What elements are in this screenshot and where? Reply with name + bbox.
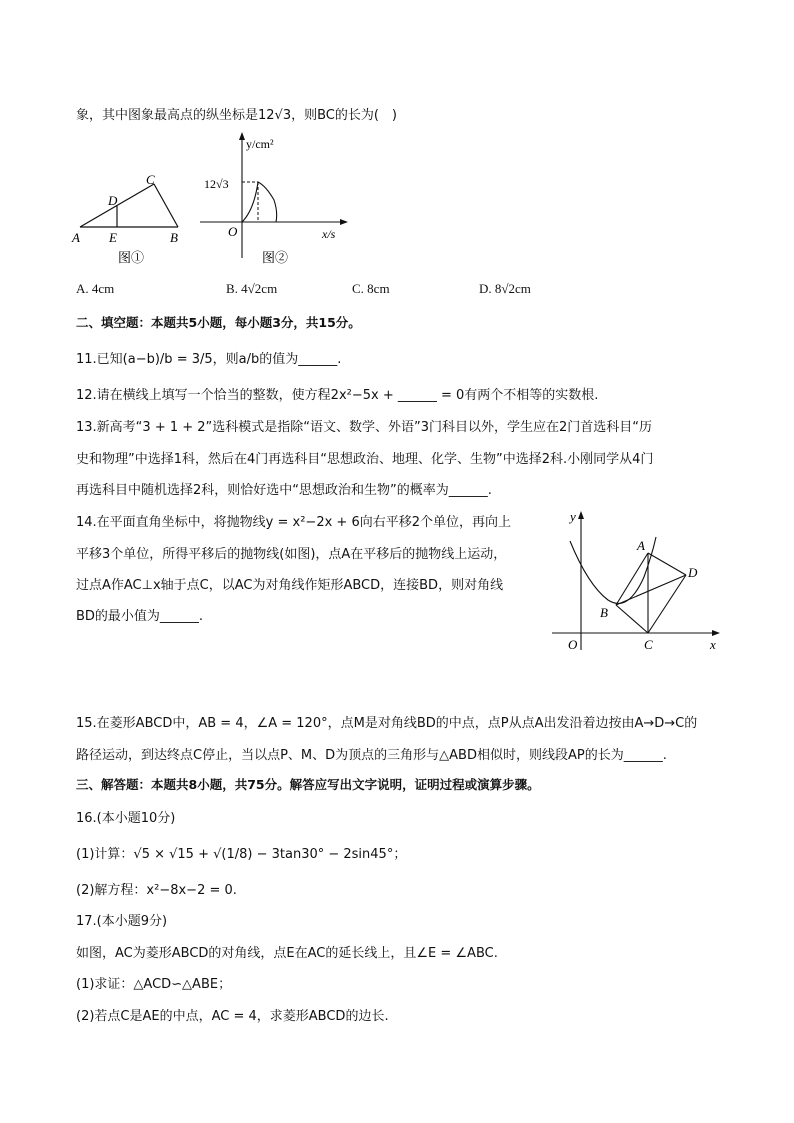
y-label: y [570,509,576,524]
caption-fig2: 图② [262,250,289,265]
figure-1 [70,170,190,265]
question-17-part-2: (2)若点C是AE的中点，AC = 4，求菱形ABCD的边长. [76,1009,389,1024]
choice-c: C. 8cm [352,281,390,296]
label-b: B [170,230,178,245]
y-axis-arrow [578,511,584,519]
x-axis-label: x/s [322,227,336,241]
question-17-stem: 如图，AC为菱形ABCD的对角线，点E在AC的延长线上，且∠E = ∠ABC. [76,946,498,961]
label-a: A [72,230,80,245]
question-15-line-1: 15.在菱形ABCD中，AB = 4，∠A = 120°，点M是对角线BD的中点，点P从点A出发沿着边按由A→D→C的 [76,716,698,731]
peak-label: 12√3 [204,177,229,191]
label-c: C [146,172,155,187]
choice-a: A. 4cm [76,281,115,296]
question-17-title: 17.(本小题9分) [76,914,168,929]
segment-bd [616,575,686,605]
question-12: 12.请在横线上填写一个恰当的整数，使方程2x²−5x + ______ = 0有两个不相等的实数根. [76,388,599,403]
question-11: 11.已知(a−b)/b = 3/5，则a/b的值为______. [76,352,342,367]
question-14-line-3: 过点A作AC⊥x轴于点C，以AC为对角线作矩形ABCD，连接BD，则对角线 [76,578,504,593]
origin-label: O [568,637,578,652]
question-16-title: 16.(本小题10分) [76,811,176,826]
label-e: E [109,230,117,245]
question-10-text: 象，其中图象最高点的纵坐标是12√3，则BC的长为( ) [76,108,398,123]
question-16-part-1: (1)计算：√5 × √15 + √(1/8) − 3tan30° − 2sin45°； [76,847,407,862]
label-d: D [108,193,118,208]
question-10-stem [76,104,397,123]
side-cb [154,184,178,227]
question-15-line-2: 路径运动，到达终点C停止，当以点P、M、D为顶点的三角形与△ABD相似时，则线段AP的长为______. [76,748,667,763]
x-label: x [710,637,716,652]
question-13-line-1: 13.新高考“3 + 1 + 2”选科模式是指除“语文、数学、外语”3门科目以外，学生应在2门首选科目“历 [76,420,653,435]
curve [242,182,277,222]
segment-ad [648,553,686,575]
figure-2 [196,130,356,270]
origin-label: O [228,224,238,239]
x-axis-arrow [340,219,348,225]
figure-3 [548,505,728,655]
section-3-heading: 三、解答题：本题共8小题，共75分。解答应写出文字说明，证明过程或演算步骤。 [76,777,540,792]
question-13-line-3: 再选科目中随机选择2科，则恰好选中“思想政治和生物”的概率为______. [76,483,492,498]
label-a: A [637,538,645,553]
question-14-line-2: 平移3个单位，所得平移后的抛物线(如图)，点A在平移后的抛物线上运动， [76,547,507,562]
section-2-heading: 二、填空题：本题共5小题，每小题3分，共15分。 [76,315,361,330]
question-14-line-1: 14.在平面直角坐标中，将抛物线y = x²−2x + 6向右平移2个单位，再向上 [76,515,511,530]
label-d: D [688,565,698,580]
caption-fig1: 图① [118,250,145,265]
label-b: B [600,605,608,620]
x-axis-arrow [712,630,720,636]
segment-bc [616,605,648,633]
question-14-line-4: BD的最小值为______. [76,609,204,624]
y-axis-label: y/cm² [246,137,274,151]
choice-d: D. 8√2cm [479,281,531,296]
question-16-part-2: (2)解方程：x²−8x−2 = 0. [76,883,237,898]
label-c: C [644,637,653,652]
y-axis-arrow [239,132,245,140]
choice-b: B. 4√2cm [226,281,278,296]
question-17-part-1: (1)求证：△ACD∽△ABE； [76,977,232,992]
question-13-line-2: 史和物理”中选择1科，然后在4门再选科目“思想政治、地理、化学、生物”中选择2科.小刚同学从4门 [76,452,654,467]
